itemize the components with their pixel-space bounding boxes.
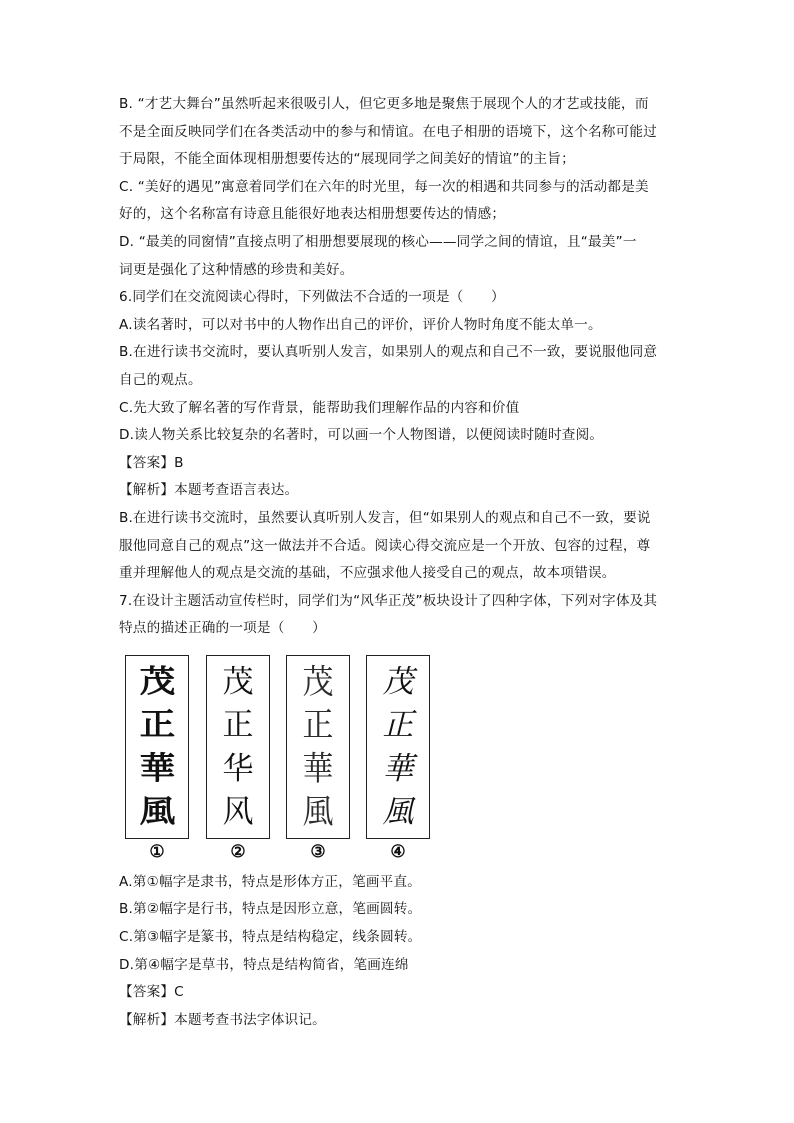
option-a: A.读名著时，可以对书中的人物作出自己的评价，评价人物时角度不能太单一。 — [119, 316, 602, 333]
analysis-text: 重并理解他人的观点是交流的基础，不应强求他人接受自己的观点，故本项错误。 — [119, 565, 616, 582]
text-block-top — [119, 91, 679, 643]
question-7-stem: 7.在设计主题活动宣传栏时，同学们为“风华正茂”板块设计了四种字体，下列对字体及其 — [119, 592, 658, 609]
question-6-stem: 6.同学们在交流阅读心得时，下列做法不合适的一项是（ ） — [119, 289, 505, 306]
option-a: A.第①幅字是隶书，特点是形体方正，笔画平直。 — [119, 873, 422, 890]
calligraphy-char: 华 — [222, 750, 254, 787]
calligraphy-char: 茂 — [222, 663, 254, 700]
calligraphy-panel-3 — [286, 655, 350, 839]
text-line: C. “美好的遇见”寓意着同学们在六年的时光里，每一次的相遇和共同参与的活动都是美 — [119, 178, 649, 195]
calligraphy-char: 華 — [382, 750, 414, 787]
calligraphy-char: 華 — [302, 749, 334, 789]
panel-number: ④ — [390, 841, 406, 862]
calligraphy-panel-1 — [125, 655, 189, 839]
calligraphy-char: 正 — [382, 707, 414, 744]
answer-label: 【答案】C — [119, 984, 184, 1001]
text-line: 不是全面反映同学们在各类活动中的参与和情谊。在电子相册的语境下，这个名称可能过 — [119, 123, 657, 140]
option-c: C.先大致了解名著的写作背景，能帮助我们理解作品的内容和价值 — [119, 399, 520, 416]
calligraphy-char: 正 — [139, 707, 175, 744]
panel-number: ③ — [310, 841, 326, 862]
calligraphy-char: 華 — [139, 750, 175, 787]
analysis-label: 【解析】本题考查语言表达。 — [119, 482, 299, 499]
text-block-bottom — [119, 869, 679, 1035]
option-b: B.在进行读书交流时，要认真听别人发言，如果别人的观点和自己不一致，要说服他同意 — [119, 344, 658, 361]
answer-label: 【答案】B — [119, 454, 184, 471]
question-7-stem: 特点的描述正确的一项是（ ） — [119, 620, 326, 637]
calligraphy-char: 茂 — [139, 663, 175, 700]
text-line: 词更是强化了这种情感的珍贵和美好。 — [119, 261, 354, 278]
calligraphy-char: 風 — [382, 794, 414, 831]
calligraphy-panel-4 — [366, 655, 430, 839]
calligraphy-char: 正 — [222, 707, 254, 744]
text-line: B. “才艺大舞台”虽然听起来很吸引人，但它更多地是聚焦于展现个人的才艺或技能，而 — [119, 96, 649, 112]
calligraphy-char: 风 — [222, 794, 254, 831]
calligraphy-figure — [119, 649, 679, 869]
text-line: 于局限，不能全面体现相册想要传达的“展现同学之间美好的情谊”的主旨； — [119, 151, 575, 168]
calligraphy-char: 風 — [302, 792, 334, 832]
option-b: B.第②幅字是行书，特点是因形立意，笔画圆转。 — [119, 901, 422, 918]
calligraphy-panel-2 — [206, 655, 270, 839]
option-d: D.第④幅字是草书，特点是结构简省，笔画连绵 — [119, 956, 409, 973]
document-body — [119, 91, 679, 1034]
panel-number: ② — [230, 841, 246, 862]
analysis-text: B.在进行读书交流时，虽然要认真听别人发言，但“如果别人的观点和自己不一致，要说 — [119, 509, 651, 526]
calligraphy-char: 風 — [139, 794, 175, 831]
analysis-text: 服他同意自己的观点”这一做法并不合适。阅读心得交流应是一个开放、包容的过程，尊 — [119, 537, 651, 554]
calligraphy-char: 茂 — [382, 663, 414, 700]
option-d: D.读人物关系比较复杂的名著时，可以画一个人物图谱，以便阅读时随时查阅。 — [119, 427, 604, 444]
option-c: C.第③幅字是篆书，特点是结构稳定，线条圆转。 — [119, 929, 422, 946]
analysis-label: 【解析】本题考查书法字体识记。 — [119, 1011, 326, 1028]
calligraphy-char: 茂 — [302, 662, 334, 702]
text-line: D. “最美的同窗情”直接点明了相册想要展现的核心——同学之间的情谊，且“最美”一 — [119, 233, 637, 250]
panel-number: ① — [149, 841, 165, 862]
calligraphy-char: 正 — [302, 705, 334, 745]
option-b-continued: 自己的观点。 — [119, 371, 202, 388]
text-line: 好的，这个名称富有诗意且能很好地表达相册想要传达的情感； — [119, 206, 506, 223]
